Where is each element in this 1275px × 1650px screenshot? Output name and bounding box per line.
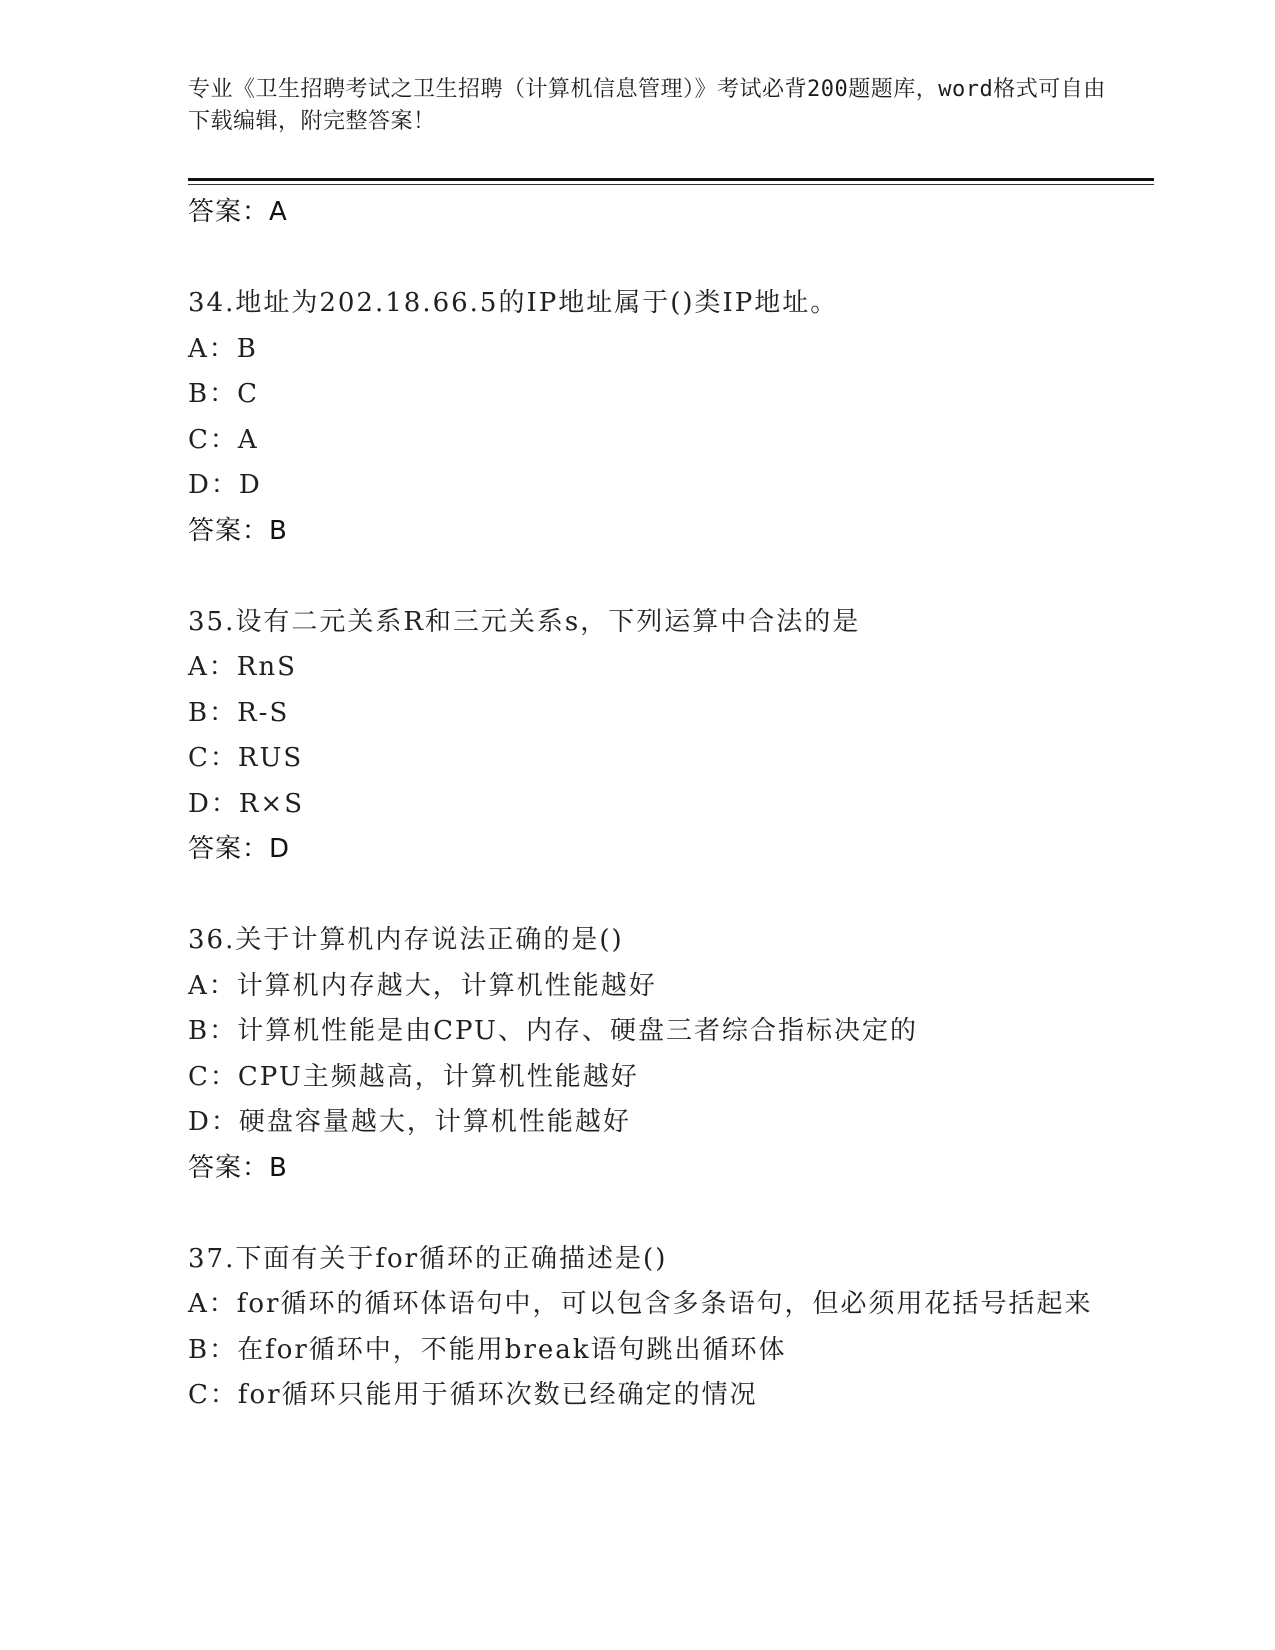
answer-line: 答案：B — [188, 515, 288, 546]
option-b: B：C — [188, 379, 260, 409]
option-d: D：硬盘容量越大，计算机性能越好 — [188, 1107, 631, 1137]
question-stem: 37.下面有关于for循环的正确描述是() — [188, 1243, 668, 1274]
answer-line: 答案：B — [188, 1152, 288, 1183]
spacer — [188, 1191, 1108, 1237]
option-c: C：A — [188, 424, 259, 455]
option-b: B：R-S — [188, 697, 290, 728]
answer-line: 答案：A — [188, 197, 288, 227]
document-header: 专业《卫生招聘考试之卫生招聘（计算机信息管理）》考试必背200题题库，word格式可自由下载编辑，附完整答案！ — [188, 77, 1106, 134]
spacer — [188, 554, 1108, 600]
option-c: C：CPU主频越高，计算机性能越好 — [188, 1061, 639, 1092]
spacer — [188, 236, 1108, 282]
option-d: D：R×S — [188, 788, 305, 819]
question-list — [188, 190, 1108, 1419]
option-a: A：for循环的循环体语句中，可以包含多条语句，但必须用花括号括起来 — [188, 1289, 1093, 1319]
option-c: C：RUS — [188, 743, 304, 773]
option-c: C：for循环只能用于循环次数已经确定的情况 — [188, 1380, 758, 1410]
header-divider-thin — [188, 184, 1154, 185]
option-b: B：在for循环中，不能用break语句跳出循环体 — [188, 1334, 787, 1365]
option-d: D：D — [188, 470, 262, 500]
question-stem: 34.地址为202.18.66.5的IP地址属于()类IP地址。 — [188, 288, 839, 318]
question-stem: 35.设有二元关系R和三元关系s，下列运算中合法的是 — [188, 606, 861, 637]
answer-line: 答案：D — [188, 834, 291, 864]
option-a: A：计算机内存越大，计算机性能越好 — [188, 970, 657, 1001]
option-b: B：计算机性能是由CPU、内存、硬盘三者综合指标决定的 — [188, 1016, 918, 1046]
spacer — [188, 873, 1108, 919]
option-a: A：B — [188, 333, 258, 364]
question-stem: 36.关于计算机内存说法正确的是() — [188, 925, 624, 955]
header-divider-thick — [188, 178, 1154, 181]
option-a: A：RnS — [188, 652, 297, 682]
